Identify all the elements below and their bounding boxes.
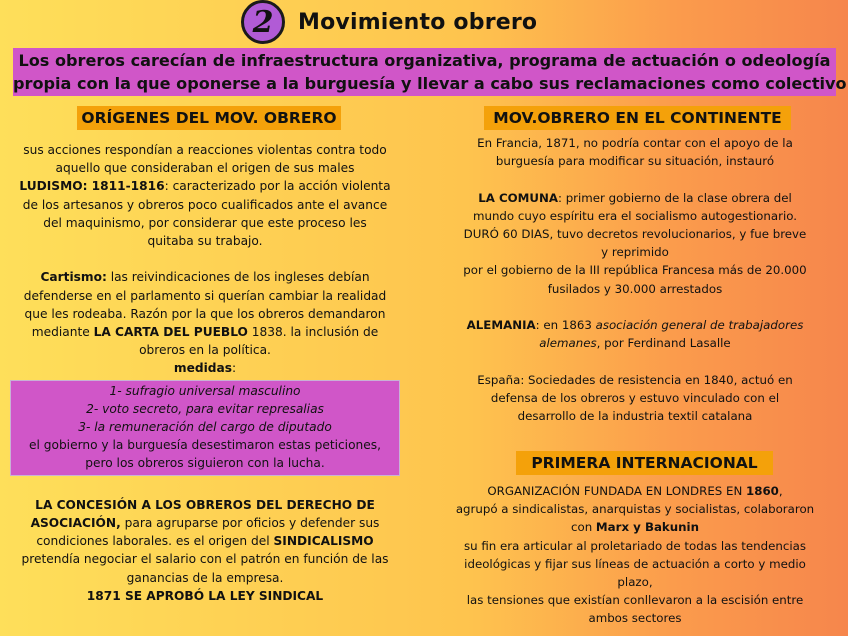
text-line: ORGANIZACIÓN FUNDADA EN LONDRES EN 1860,: [487, 484, 783, 498]
text-line: alemanes, por Ferdinand Lasalle: [539, 336, 731, 351]
text-line: ASOCIACIÓN, para agruparse por oficios y defender sus: [30, 516, 380, 531]
text-line: del maquinismo, por considerar que este proceso les: [43, 215, 367, 230]
banner-line-2: propia con la que oponerse a la burguesía y llevar a cabo sus reclamaciones como colectivo: [13, 74, 847, 93]
text-line: quitaba su trabajo.: [147, 234, 263, 249]
section-number-badge: 2: [241, 0, 285, 44]
text-line: que les rodeaba. Razón por la que los obreros demandaron: [24, 306, 386, 321]
text-line: de los artesanos y obreros poco cualificados ante el avance: [22, 197, 388, 212]
text-line: LA COMUNA: primer gobierno de la clase obrera del: [478, 190, 792, 205]
text-line: España: Sociedades de resistencia en 1840, actuó en: [477, 372, 793, 387]
medida-item: 3- la remuneración del cargo de diputado: [78, 420, 332, 435]
text-line: el gobierno y la burguesía desestimaron estas peticiones,: [29, 438, 381, 453]
right-column-top: [440, 134, 830, 425]
text-line: DURÓ 60 DIAS, tuvo decretos revolucionarios, y fue breve: [463, 227, 807, 241]
text-line: LUDISMO: 1811-1816: caracterizado por la acción violenta: [19, 179, 391, 194]
banner-line-1: Los obreros carecían de infraestructura organizativa, programa de actuación o odeología: [18, 51, 831, 70]
text-line: condiciones laborales. es el origen del SINDICALISMO: [36, 534, 374, 549]
text-line: las tensiones que existían conllevaron a la escisión entre: [466, 593, 804, 608]
text-line: En Francia, 1871, no podría contar con el apoyo de la: [477, 136, 793, 150]
text-line: defenderse en el parlamento si querían cambiar la realidad: [23, 288, 387, 303]
section-title-origenes: ORÍGENES DEL MOV. OBRERO: [77, 106, 341, 130]
left-column: [10, 141, 400, 605]
text-line: con Marx y Bakunin: [570, 520, 699, 535]
medida-item: 1- sufragio universal masculino: [109, 383, 301, 398]
text-line: y reprimido: [601, 245, 669, 260]
section-title-continente: MOV.OBRERO EN EL CONTINENTE: [484, 106, 791, 130]
text-line: plazo,: [617, 575, 653, 590]
header: [241, 0, 537, 44]
text-line: pretendía negociar el salario con el patrón en función de las: [21, 552, 389, 567]
text-line: ganancias de la empresa.: [126, 570, 284, 585]
text-line: Cartismo: las reivindicaciones de los ingleses debían: [40, 270, 370, 285]
text-line: agrupó a sindicalistas, anarquistas y socialistas, colaboraron: [455, 502, 815, 517]
section-title-internacional: PRIMERA INTERNACIONAL: [516, 451, 773, 475]
text-line: medidas:: [173, 361, 237, 376]
text-line: LA CONCESIÓN A LOS OBREROS DEL DERECHO DE: [35, 497, 375, 512]
text-line: ideológicas y fijar sus líneas de actuación a corto y medio: [464, 556, 806, 571]
medidas-box: [10, 380, 400, 476]
text-line: ambos sectores: [588, 611, 682, 626]
text-line: fusilados y 30.000 arrestados: [547, 281, 723, 296]
text-line: ALEMANIA: en 1863 asociación general de trabajadores: [466, 318, 804, 332]
text-line: mundo cuyo espíritu era el socialismo autogestionario.: [472, 208, 797, 223]
text-line: obreros en la política.: [139, 343, 271, 358]
medida-item: 2- voto secreto, para evitar represalias: [86, 401, 324, 416]
text-line: defensa de los obreros y estuvo vinculado con el: [490, 390, 780, 405]
text-line: desarrollo de la industria textil catalana: [517, 409, 753, 423]
text-line: por el gobierno de la III república Francesa más de 20.000: [463, 263, 807, 278]
text-line: pero los obreros siguieron con la lucha.: [85, 456, 325, 471]
text-line: 1871 SE APROBÓ LA LEY SINDICAL: [86, 588, 324, 603]
text-line: mediante LA CARTA DEL PUEBLO 1838. la inclusión de: [31, 325, 379, 340]
page-title: Movimiento obrero: [298, 9, 538, 35]
text-line: burguesía para modificar su situación, instauró: [495, 154, 775, 169]
text-line: aquello que consideraban el origen de sus males: [55, 161, 355, 176]
text-line: sus acciones respondían a reacciones violentas contra todo: [23, 143, 387, 157]
intro-banner: [13, 48, 847, 96]
right-column-bottom: [440, 482, 830, 628]
text-line: su fin era articular al proletariado de todas las tendencias: [463, 538, 806, 553]
